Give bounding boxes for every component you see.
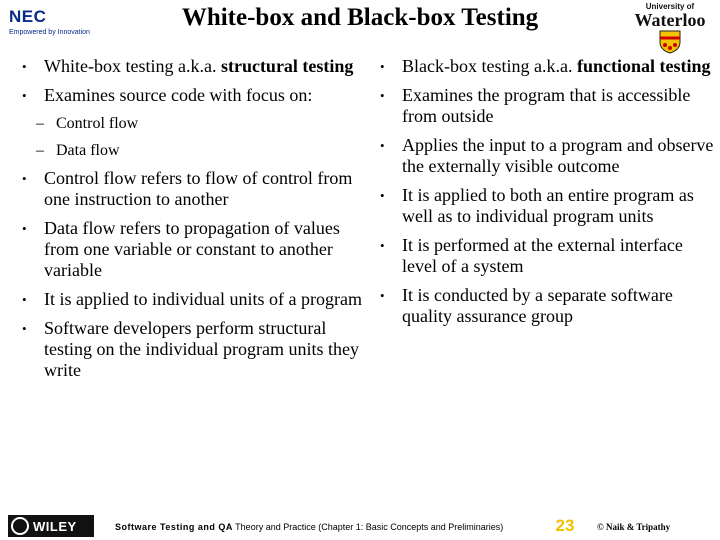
white-box-item-text: Examines source code with focus on:	[44, 85, 313, 105]
black-box-item-text: It is applied to both an entire program as well as to individual program units	[402, 185, 694, 226]
white-box-bullet-item	[22, 85, 362, 106]
black-box-column	[380, 56, 720, 335]
waterloo-logo-name: Waterloo	[634, 10, 706, 30]
bullet-marker: •	[22, 321, 27, 336]
bullet-marker: •	[22, 59, 27, 74]
black-box-item-emphasis: functional testing	[576, 56, 711, 76]
white-box-item-text: Software developers perform structural testing on the individual program units they write	[44, 318, 359, 380]
black-box-bullet-item	[380, 56, 720, 77]
white-box-sub-item	[22, 141, 362, 161]
bullet-marker: •	[22, 171, 27, 186]
wiley-logo	[8, 515, 94, 537]
white-box-item-text: Data flow refers to propagation of values from one variable or constant to another variable	[44, 218, 340, 280]
black-box-bullet-item	[380, 235, 720, 277]
white-box-item-text: Control flow refers to flow of control from one instruction to another	[44, 168, 353, 209]
white-box-bullet-item	[22, 318, 362, 381]
waterloo-crest-icon	[659, 30, 681, 54]
black-box-item-text: Examines the program that is accessible from outside	[402, 85, 691, 126]
bullet-marker: •	[380, 188, 385, 203]
slide-title: White-box and Black-box Testing	[181, 4, 539, 31]
nec-logo-word: NEC	[9, 7, 47, 26]
white-box-bullet-item	[22, 218, 362, 281]
waterloo-logo	[632, 2, 708, 59]
white-box-item-text: It is applied to individual units of a program	[44, 289, 362, 309]
white-box-item-text: White-box testing a.k.a.	[44, 56, 221, 76]
white-box-sub-item	[22, 114, 362, 134]
bullet-marker: •	[380, 138, 385, 153]
black-box-item-text: Applies the input to a program and observe the externally visible outcome	[402, 135, 714, 176]
white-box-bullet-item	[22, 56, 362, 77]
bullet-marker: •	[22, 221, 27, 236]
white-box-item-emphasis: structural testing	[220, 56, 354, 76]
copyright: © Naik & Tripathy	[597, 522, 671, 532]
nec-logo-tagline: Empowered by Innovation	[9, 29, 90, 36]
white-box-column	[22, 56, 362, 389]
white-box-item-text: Data flow	[56, 142, 120, 159]
footer-subtitle: Theory and Practice (Chapter 1: Basic Concepts and Preliminaries)	[232, 522, 504, 532]
bullet-marker: •	[380, 59, 385, 74]
black-box-bullet-item	[380, 85, 720, 127]
dash-marker: –	[36, 115, 44, 132]
black-box-list	[380, 56, 720, 327]
footer-citation	[115, 522, 503, 532]
black-box-item-text: It is performed at the external interface level of a system	[402, 235, 683, 276]
black-box-bullet-item	[380, 185, 720, 227]
white-box-bullet-item	[22, 168, 362, 210]
white-box-list	[22, 56, 362, 381]
bullet-marker: •	[22, 292, 27, 307]
wiley-seal-icon	[11, 517, 29, 535]
bullet-marker: •	[22, 88, 27, 103]
black-box-bullet-item	[380, 135, 720, 177]
footer-book-title: Software Testing and QA	[115, 522, 233, 532]
waterloo-logo-top: University of	[645, 2, 695, 11]
white-box-item-text: Control flow	[56, 115, 139, 132]
black-box-item-text: It is conducted by a separate software quality assurance group	[402, 285, 673, 326]
page-number: 23	[555, 516, 575, 535]
wiley-logo-word: WILEY	[33, 518, 77, 534]
black-box-item-text: Black-box testing a.k.a.	[402, 56, 577, 76]
bullet-marker: •	[380, 88, 385, 103]
bullet-marker: •	[380, 288, 385, 303]
black-box-bullet-item	[380, 285, 720, 327]
dash-marker: –	[36, 142, 44, 159]
white-box-bullet-item	[22, 289, 362, 310]
bullet-marker: •	[380, 238, 385, 253]
